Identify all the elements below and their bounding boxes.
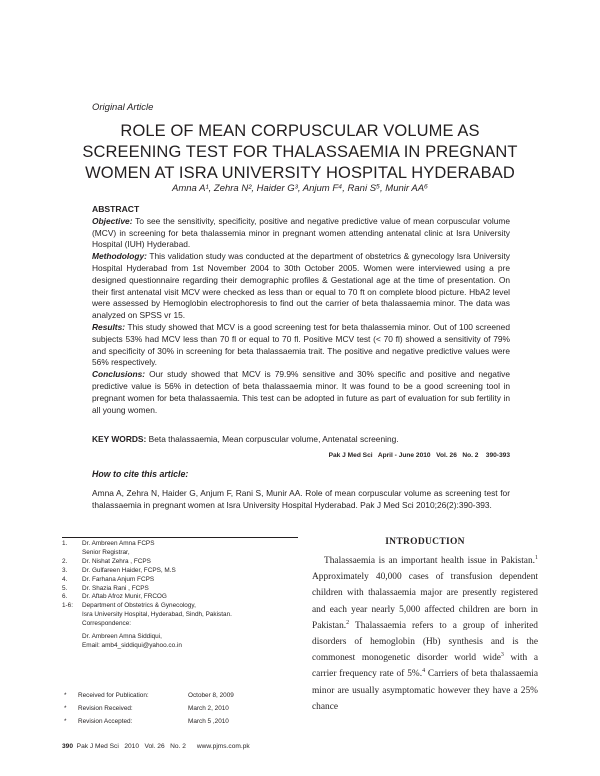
intro-text: Thalassaemia is an important health issue in Pakistan. xyxy=(324,556,535,566)
reference-marker: 1 xyxy=(535,554,538,561)
reference-marker: 2 xyxy=(346,619,350,626)
affiliation-text: Dr. Farhana Anjum FCPS xyxy=(82,575,155,583)
date-bullet: * xyxy=(64,718,67,725)
correspondence-label xyxy=(62,620,232,629)
affiliation-text: Dr. Aftab Afroz Munir, FRCOG xyxy=(82,593,167,601)
affiliation-text: Correspondence: xyxy=(82,620,132,628)
affiliation-item xyxy=(62,585,232,594)
results-label: Results: xyxy=(92,321,126,332)
affiliation-item xyxy=(62,558,232,567)
affiliation-text: Department of Obstetrics & Gynecology, xyxy=(82,602,196,610)
affiliation-number: 3. xyxy=(62,566,68,574)
date-revision-received xyxy=(62,702,234,715)
article-type: Original Article xyxy=(92,102,154,113)
title-line-3: WOMEN AT ISRA UNIVERSITY HOSPITAL HYDERABAD xyxy=(85,164,515,182)
page-footer xyxy=(62,743,250,750)
reference-marker: 3 xyxy=(500,652,504,659)
title-line-2: SCREENING TEST FOR THALASSAEMIA IN PREGNANT xyxy=(82,143,518,161)
affiliation-item xyxy=(62,602,232,611)
results-text: This study showed that MCV is a good screening test for beta thalassemia minor. Out of 100 screened subjects 53% had MCV less than 70 fl or equal to 70 fl. Positive MCV test (< 70 fl) showed a sensitivity of 79% and specificity of 30% in screening for beta thalassaemia trait. The positive and negative predictive values were 56% respectively. xyxy=(92,321,510,368)
affiliation-number: 1-6: xyxy=(62,602,74,610)
methodology-text: This validation study was conducted at the department of obstetrics & gynecology Isra University Hospital Hyderabad from 1st November 2004 to 30th October 2005. Women were interviewed using a pre designed questionnaire regarding their demographic profiles & Gestational age at the time of presentation. On their first antenatal visit MCV were checked as less than or equal to 70 ft on complete blood picture. HbA2 level were assessed by Hemoglobin electrophoresis to find out the carrier of beta thalassaemia minor. The data was analyzed on SPSS vr 15. xyxy=(92,251,510,321)
correspondence-email xyxy=(62,642,232,651)
affiliation-text: Dr. Ambreen Amna FCPS xyxy=(82,540,155,547)
date-value: March 5 ,2010 xyxy=(188,718,229,725)
page-number: 390 xyxy=(62,743,74,750)
date-label: Received for Publication: xyxy=(78,692,149,699)
intro-text: Approximately 40,000 cases of transfusion dependent children with thalassaemia major are presently registered and each year nearly 5,000 affected children are born in Pakistan. xyxy=(312,572,538,631)
affiliation-text: Dr. Shazia Rani , FCPS xyxy=(82,584,149,592)
introduction-paragraph xyxy=(312,553,538,715)
affiliation-item xyxy=(62,549,232,558)
conclusions-label: Conclusions: xyxy=(92,369,146,380)
date-bullet: * xyxy=(64,705,67,712)
journal-citation: Pak J Med Sci April - June 2010 Vol. 26 No. 2 390-393 xyxy=(328,452,510,459)
affiliation-number xyxy=(62,642,82,651)
affiliations-list xyxy=(62,540,232,651)
date-received xyxy=(62,689,234,702)
title-line-1: ROLE OF MEAN CORPUSCULAR VOLUME AS xyxy=(120,122,480,140)
affiliation-text: Dr. Ambreen Amna Siddiqui, xyxy=(82,633,162,641)
affiliation-number xyxy=(62,611,82,620)
footnote-divider xyxy=(62,537,298,538)
date-bullet: * xyxy=(64,692,67,699)
objective-label: Objective: xyxy=(92,215,133,226)
abstract-methodology xyxy=(92,251,510,322)
affiliation-number: 6. xyxy=(62,593,68,601)
date-revision-accepted xyxy=(62,715,234,728)
affiliation-item xyxy=(62,576,232,585)
intro-text: with a carrier frequency rate of 5%. xyxy=(312,653,538,680)
affiliation-number xyxy=(62,633,82,642)
article-title xyxy=(80,121,520,184)
abstract-results xyxy=(92,322,510,369)
affiliation-number: 5. xyxy=(62,584,68,592)
publication-dates xyxy=(62,689,234,728)
affiliation-number: 1. xyxy=(62,540,68,547)
intro-text: Carriers of beta thalassaemia minor are usually asymptomatic however they have a 25% chance xyxy=(312,669,538,712)
affiliation-text: Isra University Hospital, Hyderabad, Sindh, Pakistan. xyxy=(82,611,232,619)
abstract-heading: ABSTRACT xyxy=(92,204,140,214)
keywords-label: KEY WORDS: xyxy=(92,434,147,444)
email-text: Email: amb4_siddiqui@yahoo.co.in xyxy=(82,641,182,649)
affiliation-number: 2. xyxy=(62,557,68,565)
abstract-section xyxy=(92,204,510,416)
affiliation-text: Dr. Nishat Zehra , FCPS xyxy=(82,557,151,565)
affiliation-item xyxy=(62,540,232,549)
abstract-conclusions xyxy=(92,369,510,416)
introduction-heading: INTRODUCTION xyxy=(385,537,465,547)
affiliation-text: Senior Registrar, xyxy=(82,548,130,556)
objective-text: To see the sensitivity, specificity, positive and negative predictive value of mean corpuscular volume (MCV) in screening for beta thalassemia minor in pregnant women attending antenatal clinic at Isra University Hospital (IUH) Hyderabad. xyxy=(92,215,510,250)
how-to-cite-heading: How to cite this article: xyxy=(92,469,189,479)
affiliation-number xyxy=(62,620,82,629)
date-value: March 2, 2010 xyxy=(188,705,229,712)
conclusions-text: Our study showed that MCV is 79.9% sensitive and 30% specific and positive and negative predictive value is 56% in detection of beta thalassaemia minor. It was found to be a good screening tool in pregnant women for beta thalassaemia. This test can be adopted in future as part of evaluation for sub fertility in all young women. xyxy=(92,369,510,415)
abstract-objective xyxy=(92,216,510,251)
methodology-label: Methodology: xyxy=(92,251,147,262)
footer-text: Pak J Med Sci 2010 Vol. 26 No. 2 www.pjms.com.pk xyxy=(73,743,250,750)
affiliation-number xyxy=(62,549,82,558)
author-list: Amna A¹, Zehra N², Haider G³, Anjum F⁴, Rani S⁵, Munir AA⁶ xyxy=(172,183,428,194)
affiliation-item xyxy=(62,611,232,620)
reference-marker: 4 xyxy=(422,668,426,675)
date-label: Revision Received: xyxy=(78,705,133,712)
affiliation-number: 4. xyxy=(62,575,68,583)
correspondence-name xyxy=(62,633,232,642)
affiliation-text: Dr. Gulfareen Haider, FCPS, M.S xyxy=(82,566,176,574)
affiliation-item xyxy=(62,567,232,576)
affiliation-item xyxy=(62,593,232,602)
intro-text: Thalassaemia refers to a group of inherited disorders of hemoglobin (Hb) synthesis and is the commonest monogenetic disorder world wide xyxy=(312,620,538,664)
keywords xyxy=(92,434,510,445)
date-value: October 8, 2009 xyxy=(188,692,234,699)
date-label: Revision Accepted: xyxy=(78,718,133,725)
how-to-cite-text: Amna A, Zehra N, Haider G, Anjum F, Rani S, Munir AA. Role of mean corpuscular volume as screening test for thalassaemia in pregnant women at Isra University Hospital Hyderabad. Pak J Med Sci 2010;26(2):390-393. xyxy=(92,488,510,510)
keywords-text: Beta thalassaemia, Mean corpuscular volume, Antenatal screening. xyxy=(146,434,399,444)
introduction-body xyxy=(312,553,538,715)
